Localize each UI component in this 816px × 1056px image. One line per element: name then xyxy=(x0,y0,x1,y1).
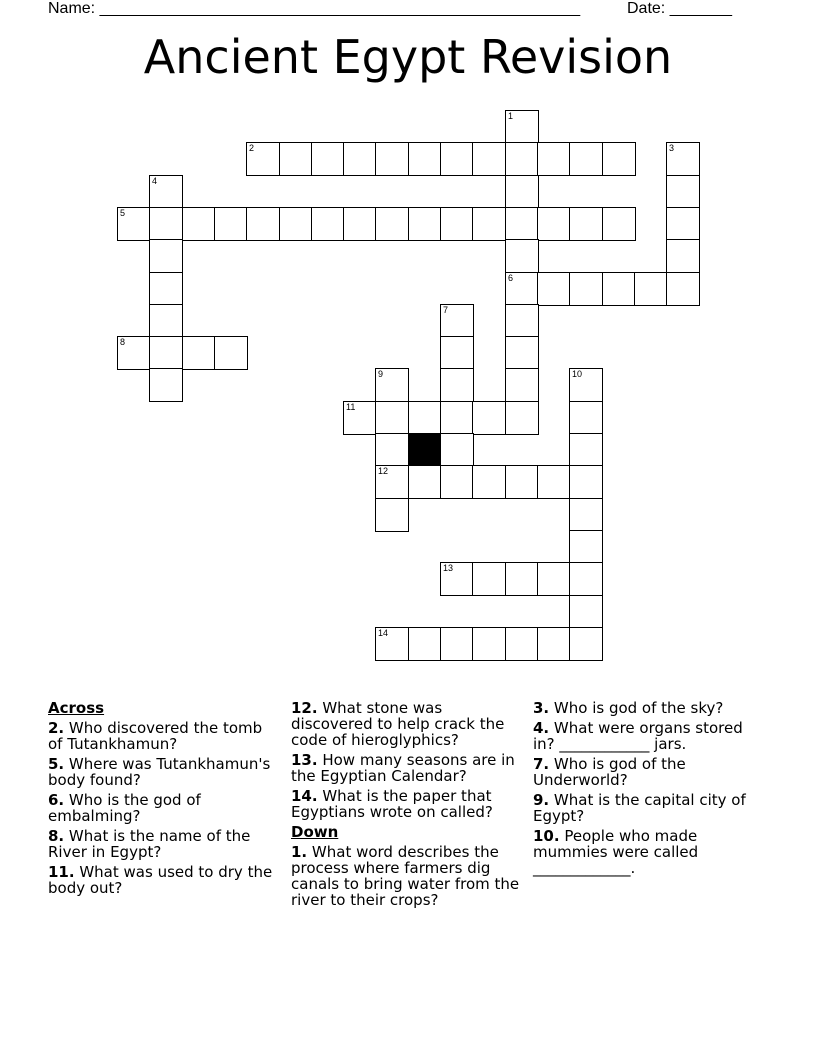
clue-item xyxy=(533,828,753,876)
grid-cell[interactable] xyxy=(440,433,474,467)
clue-item-number: 13. xyxy=(291,751,318,769)
grid-cell[interactable] xyxy=(440,627,474,661)
grid-cell[interactable] xyxy=(149,239,183,273)
grid-cell[interactable] xyxy=(472,207,506,241)
grid-cell[interactable] xyxy=(440,304,474,338)
grid-cell[interactable] xyxy=(440,465,474,499)
grid-cell[interactable] xyxy=(505,175,539,209)
grid-cell[interactable] xyxy=(569,498,603,532)
grid-cell[interactable] xyxy=(602,142,636,176)
clue-column-3 xyxy=(533,700,753,880)
clue-item xyxy=(533,720,753,752)
grid-cell[interactable] xyxy=(602,207,636,241)
grid-cell[interactable] xyxy=(505,239,539,273)
clue-number: 9 xyxy=(378,369,384,379)
clue-number: 12 xyxy=(378,466,389,476)
grid-cell[interactable] xyxy=(505,368,539,402)
clue-number: 7 xyxy=(443,305,449,315)
grid-cell[interactable] xyxy=(343,207,377,241)
clue-item-text: What was used to dry the body out? xyxy=(48,863,273,897)
grid-cell[interactable] xyxy=(117,207,151,241)
grid-cell[interactable] xyxy=(537,207,571,241)
clue-item-number: 3. xyxy=(533,699,550,717)
name-field-label[interactable]: Name: ______________________________________________________ xyxy=(48,0,581,17)
grid-cell[interactable] xyxy=(505,401,539,435)
grid-cell[interactable] xyxy=(472,562,506,596)
across-clues-list xyxy=(48,720,278,896)
clue-item-text: What is the paper that Egyptians wrote on called? xyxy=(291,787,493,821)
grid-cell[interactable] xyxy=(505,272,539,306)
clue-number: 11 xyxy=(346,402,356,412)
grid-cell[interactable] xyxy=(569,465,603,499)
clue-item-text: People who made mummies were called _____________. xyxy=(533,827,699,877)
clue-item xyxy=(48,828,278,860)
down-clues-list xyxy=(291,844,523,908)
grid-cell[interactable] xyxy=(440,401,474,435)
page-title: Ancient Egypt Revision xyxy=(143,30,673,84)
grid-cell[interactable] xyxy=(472,465,506,499)
grid-cell[interactable] xyxy=(537,465,571,499)
grid-cell[interactable] xyxy=(537,562,571,596)
grid-cell[interactable] xyxy=(440,562,474,596)
clue-item-text: What is the name of the River in Egypt? xyxy=(48,827,251,861)
clue-item-number: 4. xyxy=(533,719,550,737)
grid-cell[interactable] xyxy=(569,562,603,596)
clue-item-number: 11. xyxy=(48,863,75,881)
grid-cell[interactable] xyxy=(472,142,506,176)
grid-cell[interactable] xyxy=(375,142,409,176)
grid-cell[interactable] xyxy=(505,562,539,596)
grid-cell[interactable] xyxy=(408,207,442,241)
grid-cell[interactable] xyxy=(375,465,409,499)
clue-item xyxy=(48,720,278,752)
grid-cell[interactable] xyxy=(343,401,377,435)
grid-cell[interactable] xyxy=(569,272,603,306)
grid-cell[interactable] xyxy=(472,401,506,435)
grid-cell[interactable] xyxy=(472,627,506,661)
clue-number: 2 xyxy=(249,143,255,153)
clue-number: 13 xyxy=(443,563,454,573)
grid-cell[interactable] xyxy=(569,401,603,435)
date-field-label[interactable]: Date: _______ xyxy=(627,0,732,17)
clue-item-number: 2. xyxy=(48,719,65,737)
grid-cell[interactable] xyxy=(602,272,636,306)
grid-cell[interactable] xyxy=(505,207,539,241)
clue-item-number: 5. xyxy=(48,755,65,773)
clue-item-text: Who is god of the Underworld? xyxy=(533,755,686,789)
grid-block-cell xyxy=(408,433,442,467)
grid-cell[interactable] xyxy=(569,595,603,629)
grid-cell[interactable] xyxy=(505,336,539,370)
clue-column-2 xyxy=(291,700,523,912)
grid-cell[interactable] xyxy=(440,368,474,402)
clue-item-number: 10. xyxy=(533,827,560,845)
grid-cell[interactable] xyxy=(666,239,700,273)
grid-cell[interactable] xyxy=(505,304,539,338)
across-heading: Across xyxy=(48,699,105,717)
clue-item-number: 9. xyxy=(533,791,550,809)
grid-cell[interactable] xyxy=(569,433,603,467)
grid-cell[interactable] xyxy=(246,142,280,176)
grid-cell[interactable] xyxy=(408,465,442,499)
clue-item-text: What is the capital city of Egypt? xyxy=(533,791,746,825)
grid-cell[interactable] xyxy=(375,498,409,532)
grid-cell[interactable] xyxy=(279,207,313,241)
grid-cell[interactable] xyxy=(408,401,442,435)
grid-cell[interactable] xyxy=(375,207,409,241)
grid-cell[interactable] xyxy=(279,142,313,176)
across-clues-list-continued xyxy=(291,700,523,820)
clue-item-number: 7. xyxy=(533,755,550,773)
clue-number: 6 xyxy=(508,273,514,283)
down-heading: Down xyxy=(291,823,339,841)
grid-cell[interactable] xyxy=(569,207,603,241)
grid-cell[interactable] xyxy=(375,401,409,435)
clue-number: 10 xyxy=(572,369,583,379)
grid-cell[interactable] xyxy=(375,627,409,661)
clue-item-number: 8. xyxy=(48,827,65,845)
grid-cell[interactable] xyxy=(505,110,539,144)
grid-cell[interactable] xyxy=(537,272,571,306)
grid-cell[interactable] xyxy=(505,627,539,661)
grid-cell[interactable] xyxy=(440,207,474,241)
grid-cell[interactable] xyxy=(343,142,377,176)
grid-cell[interactable] xyxy=(666,272,700,306)
grid-cell[interactable] xyxy=(214,336,248,370)
clue-item-text: What word describes the process where farmers dig canals to bring water from the river to their crops? xyxy=(291,843,520,909)
grid-cell[interactable] xyxy=(182,336,216,370)
clue-item-text: How many seasons are in the Egyptian Calendar? xyxy=(291,751,515,785)
clue-item-text: Where was Tutankhamun's body found? xyxy=(48,755,271,789)
grid-cell[interactable] xyxy=(214,207,248,241)
clue-item-number: 6. xyxy=(48,791,65,809)
clue-item xyxy=(48,756,278,788)
clue-item-number: 1. xyxy=(291,843,308,861)
clue-item xyxy=(533,756,753,788)
grid-cell[interactable] xyxy=(634,272,668,306)
grid-cell[interactable] xyxy=(311,207,345,241)
grid-cell[interactable] xyxy=(440,336,474,370)
grid-cell[interactable] xyxy=(149,336,183,370)
clue-item xyxy=(48,792,278,824)
clue-item-number: 12. xyxy=(291,699,318,717)
grid-cell[interactable] xyxy=(440,142,474,176)
clue-item-text: What stone was discovered to help crack the code of hieroglyphics? xyxy=(291,699,505,749)
clue-item xyxy=(291,752,523,784)
grid-cell[interactable] xyxy=(569,627,603,661)
clue-item xyxy=(533,792,753,824)
clue-item-text: Who is god of the sky? xyxy=(549,699,724,717)
clue-number: 3 xyxy=(669,143,675,153)
grid-cell[interactable] xyxy=(537,142,571,176)
grid-cell[interactable] xyxy=(537,627,571,661)
clue-item-text: Who is the god of embalming? xyxy=(48,791,201,825)
grid-cell[interactable] xyxy=(375,433,409,467)
grid-cell[interactable] xyxy=(408,627,442,661)
grid-cell[interactable] xyxy=(505,465,539,499)
grid-cell[interactable] xyxy=(117,336,151,370)
grid-cell[interactable] xyxy=(246,207,280,241)
clue-number: 14 xyxy=(378,628,389,638)
grid-cell[interactable] xyxy=(375,368,409,402)
clue-item xyxy=(48,864,278,896)
grid-cell[interactable] xyxy=(149,304,183,338)
grid-cell[interactable] xyxy=(505,142,539,176)
grid-cell[interactable] xyxy=(666,142,700,176)
grid-cell[interactable] xyxy=(569,368,603,402)
grid-cell[interactable] xyxy=(149,272,183,306)
grid-cell[interactable] xyxy=(569,142,603,176)
grid-cell[interactable] xyxy=(569,530,603,564)
grid-cell[interactable] xyxy=(311,142,345,176)
clue-number: 8 xyxy=(120,337,126,347)
grid-cell[interactable] xyxy=(149,368,183,402)
clue-item xyxy=(291,700,523,748)
clue-item xyxy=(533,700,753,716)
clue-item-text: Who discovered the tomb of Tutankhamun? xyxy=(48,719,263,753)
grid-cell[interactable] xyxy=(666,207,700,241)
clue-column-1 xyxy=(48,700,278,900)
clue-item-text: What were organs stored in? ____________ jars. xyxy=(533,719,743,753)
clue-number: 4 xyxy=(152,176,158,186)
grid-cell[interactable] xyxy=(149,175,183,209)
grid-cell[interactable] xyxy=(666,175,700,209)
grid-cell[interactable] xyxy=(182,207,216,241)
grid-cell[interactable] xyxy=(149,207,183,241)
clue-number: 5 xyxy=(120,208,126,218)
clue-number: 1 xyxy=(508,111,514,121)
down-clues-list-continued xyxy=(533,700,753,876)
clue-item-number: 14. xyxy=(291,787,318,805)
grid-cell[interactable] xyxy=(408,142,442,176)
clue-item xyxy=(291,788,523,820)
clue-item xyxy=(291,844,523,908)
